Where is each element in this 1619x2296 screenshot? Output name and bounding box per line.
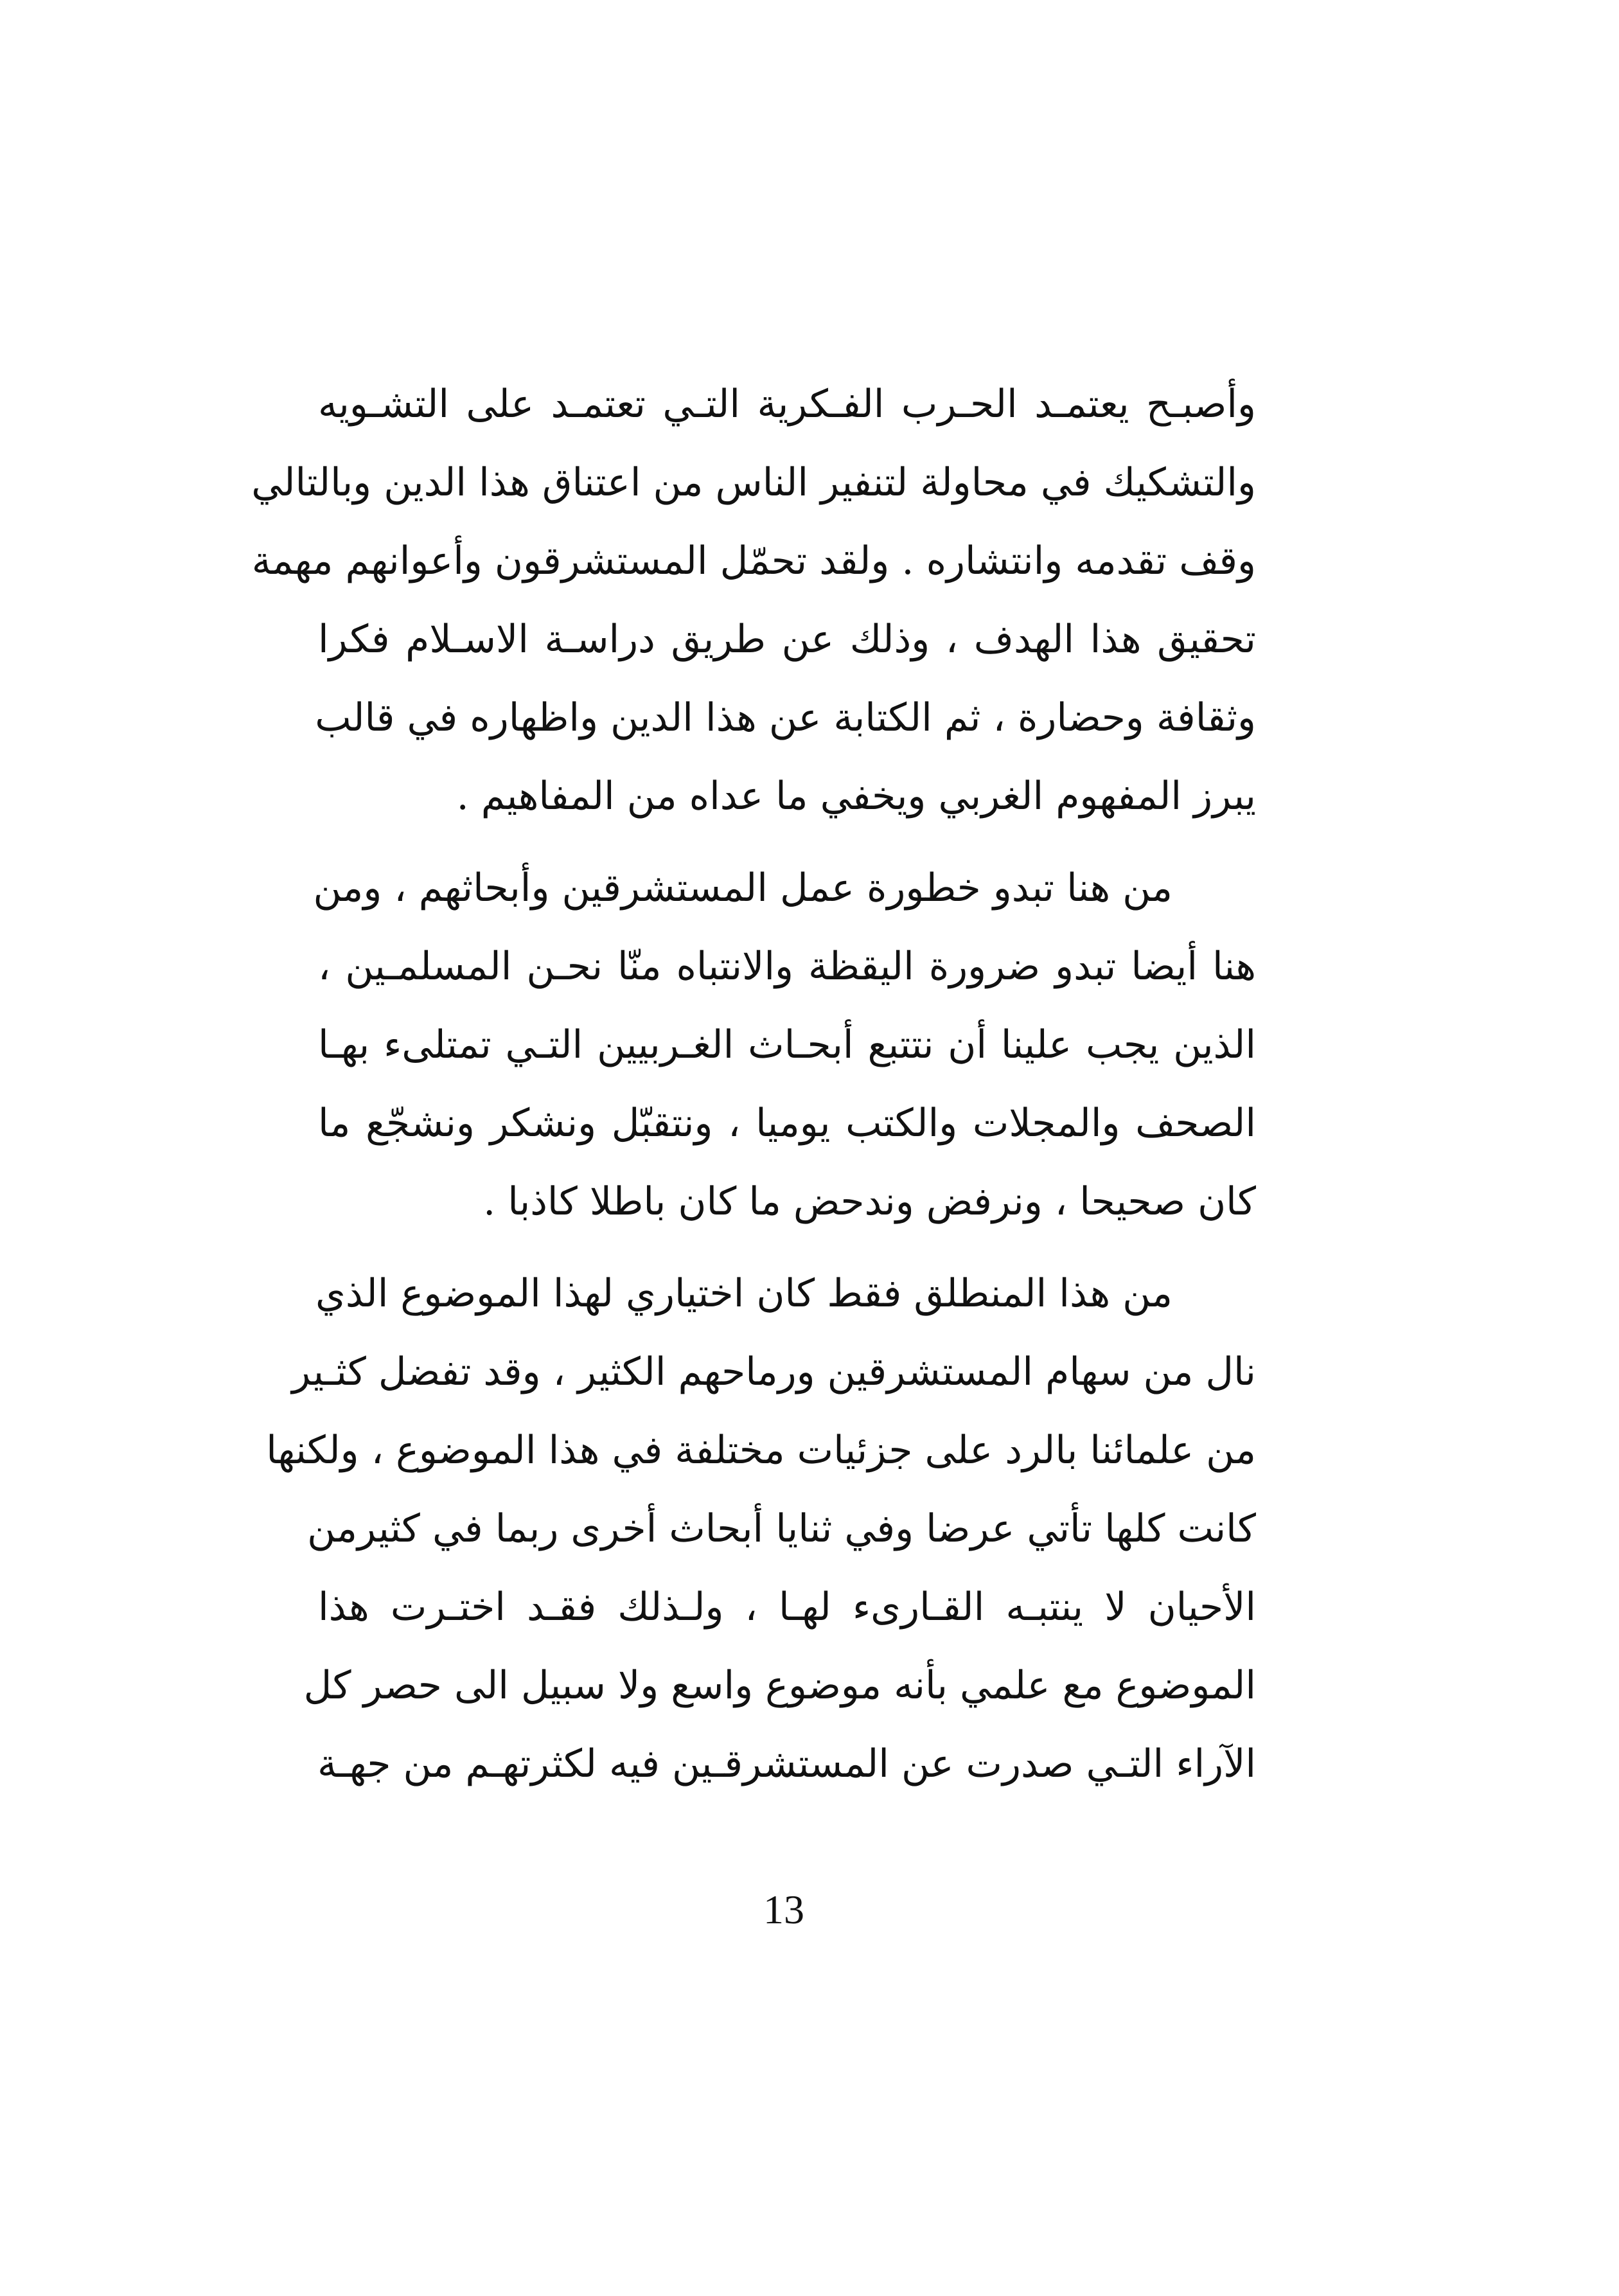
page-number: 13: [763, 1887, 804, 1932]
paragraph-line: الأحيان لا ينتبـه القـارىء لهـا ، ولـذلك فقـد اختـرت هذا: [318, 1585, 1256, 1630]
paragraph-line: من هنا تبدو خطورة عمل المستشرقين وأبحاثهم ، ومن: [313, 866, 1172, 911]
paragraph-line: وقف تقدمه وانتشاره . ولقد تحمّل المستشرقون وأعوانهم مهمة: [251, 538, 1256, 583]
paragraph-line: من هذا المنطلق فقط كان اختياري لهذا الموضوع الذي: [315, 1271, 1172, 1316]
paragraph-1: [251, 365, 1256, 835]
paragraph-line: كان صحيحا ، ونرفض وندحض ما كان باطلا كاذبا .: [483, 1179, 1256, 1224]
paragraph-line: والتشكيك في محاولة لتنفير الناس من اعتناق هذا الدين وبالتالي: [251, 460, 1256, 505]
paragraph-line: الذين يجب علينا أن نتتبع أبحـاث الغـربيين التـي تمتلىء بهـا: [318, 1022, 1256, 1067]
paragraph-line: الموضوع مع علمي بأنه موضوع واسع ولا سبيل الى حصر كل: [303, 1663, 1256, 1708]
paragraph-line: وثقافة وحضارة ، ثم الكتابة عن هذا الدين واظهاره في قالب: [315, 695, 1256, 740]
paragraph-line: نال من سهام المستشرقين ورماحهم الكثير ، وقد تفضل كثـير: [292, 1349, 1256, 1394]
paragraph-3: [266, 1254, 1256, 1803]
paragraph-line: تحقيق هذا الهدف ، وذلك عن طريق دراسـة الاسـلام فكرا: [318, 617, 1256, 662]
paragraph-line: الصحف والمجلات والكتب يوميا ، ونتقبّل ونشكر ونشجّع ما: [318, 1101, 1256, 1146]
paragraph-line: وأصبـح يعتمـد الحـرب الفـكرية التـي تعتمـد على التشـويه: [318, 382, 1256, 427]
paragraph-line: من علمائنا بالرد على جزئيات مختلفة في هذا الموضوع ، ولكنها: [266, 1428, 1256, 1473]
paragraph-line: هنا أيضا تبدو ضرورة اليقظة والانتباه منّا نحـن المسلمـين ،: [318, 944, 1257, 989]
paragraph-line: كانت كلها تأتي عرضا وفي ثنايا أبحاث أخرى ربما في كثيرمن: [307, 1506, 1256, 1551]
paragraph-2: [313, 849, 1257, 1241]
paragraph-line: يبرز المفهوم الغربي ويخفي ما عداه من المفاهيم .: [456, 774, 1256, 819]
paragraph-line: الآراء التـي صدرت عن المستشرقـين فيه لكثرتهـم من جهـة: [317, 1741, 1256, 1786]
